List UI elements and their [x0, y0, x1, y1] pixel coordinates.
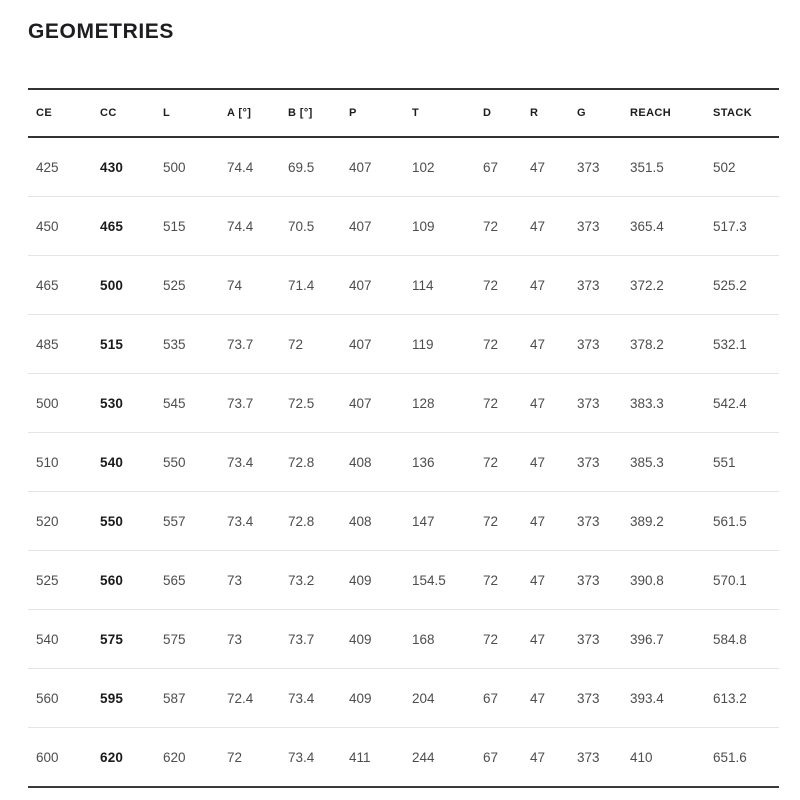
- table-row: [28, 610, 779, 669]
- cell-d: 72: [475, 551, 522, 610]
- cell-stack: 502: [705, 137, 779, 197]
- column-header-l: L: [155, 89, 219, 137]
- cell-p: 407: [341, 374, 404, 433]
- column-header-g: G: [569, 89, 622, 137]
- cell-a: 74.4: [219, 137, 280, 197]
- cell-stack: 532.1: [705, 315, 779, 374]
- cell-a: 73.4: [219, 433, 280, 492]
- cell-ce: 465: [28, 256, 92, 315]
- cell-ce: 485: [28, 315, 92, 374]
- header-row: [28, 89, 779, 137]
- table-row: [28, 551, 779, 610]
- cell-p: 408: [341, 492, 404, 551]
- cell-l: 565: [155, 551, 219, 610]
- cell-g: 373: [569, 610, 622, 669]
- cell-b: 72.5: [280, 374, 341, 433]
- cell-g: 373: [569, 256, 622, 315]
- cell-a: 72: [227, 749, 243, 765]
- cell-reach: 372.2: [622, 256, 705, 315]
- cell-d: 67: [475, 669, 522, 728]
- cell-b: 72: [280, 315, 341, 374]
- cell-reach: 410: [630, 749, 653, 765]
- cell-b: 72.8: [280, 433, 341, 492]
- cell-d: 72: [475, 197, 522, 256]
- cell-b: 69.5: [280, 137, 341, 197]
- cell-t: 119: [404, 315, 475, 374]
- cell-cc: 595: [92, 669, 155, 728]
- cell-reach: 393.4: [622, 669, 705, 728]
- cell-reach: 385.3: [622, 433, 705, 492]
- cell-r: 47: [530, 749, 546, 765]
- cell-g: 373: [569, 433, 622, 492]
- cell-t: 128: [404, 374, 475, 433]
- cell-g: 373: [569, 551, 622, 610]
- cell-r: 47: [522, 492, 569, 551]
- cell-r: 47: [522, 256, 569, 315]
- column-header-t: T: [404, 89, 475, 137]
- cell-r: 47: [522, 669, 569, 728]
- cell-cc: 540: [92, 433, 155, 492]
- cell-ce: 425: [28, 137, 92, 197]
- cell-r: 47: [522, 137, 569, 197]
- cell-stack: 542.4: [705, 374, 779, 433]
- cell-reach: 396.7: [622, 610, 705, 669]
- cell-t: 114: [404, 256, 475, 315]
- table-row: [28, 256, 779, 315]
- cell-d: 72: [475, 374, 522, 433]
- cell-t: 109: [404, 197, 475, 256]
- cell-cc: 550: [92, 492, 155, 551]
- column-header-r: R: [522, 89, 569, 137]
- cell-t: 154.5: [404, 551, 475, 610]
- cell-t: 102: [404, 137, 475, 197]
- cell-stack: 561.5: [705, 492, 779, 551]
- cell-ce: 525: [28, 551, 92, 610]
- cell-l: 535: [155, 315, 219, 374]
- cell-reach: 390.8: [622, 551, 705, 610]
- cell-l: 500: [155, 137, 219, 197]
- cell-a: 73.4: [219, 492, 280, 551]
- table-row: [28, 137, 779, 197]
- cell-b: 73.2: [280, 551, 341, 610]
- cell-ce: 520: [28, 492, 92, 551]
- cell-d: 72: [475, 492, 522, 551]
- cell-b: 73.7: [280, 610, 341, 669]
- table-row: [28, 197, 779, 256]
- table-row: [28, 728, 779, 788]
- cell-stack: 517.3: [705, 197, 779, 256]
- table-row: [28, 669, 779, 728]
- cell-l: 545: [155, 374, 219, 433]
- cell-t: 136: [404, 433, 475, 492]
- cell-r: 47: [522, 610, 569, 669]
- cell-g: 373: [569, 492, 622, 551]
- cell-reach: 389.2: [622, 492, 705, 551]
- cell-cc: 575: [92, 610, 155, 669]
- table-row: [28, 315, 779, 374]
- cell-stack: 651.6: [713, 749, 747, 765]
- cell-g: 373: [577, 749, 600, 765]
- cell-ce: 540: [28, 610, 92, 669]
- cell-r: 47: [522, 551, 569, 610]
- cell-reach: 383.3: [622, 374, 705, 433]
- cell-stack: 525.2: [705, 256, 779, 315]
- cell-reach: 351.5: [622, 137, 705, 197]
- cell-d: 72: [475, 433, 522, 492]
- cell-p: 409: [341, 551, 404, 610]
- cell-cc: 560: [92, 551, 155, 610]
- cell-ce: 600: [36, 749, 59, 765]
- cell-l: 515: [155, 197, 219, 256]
- cell-l: 557: [155, 492, 219, 551]
- cell-a: 74: [219, 256, 280, 315]
- cell-a: 72.4: [219, 669, 280, 728]
- cell-ce: 510: [28, 433, 92, 492]
- column-header-reach: REACH: [622, 89, 705, 137]
- table-row: [28, 433, 779, 492]
- cell-g: 373: [569, 374, 622, 433]
- cell-r: 47: [522, 197, 569, 256]
- cell-cc: 500: [92, 256, 155, 315]
- cell-reach: 365.4: [622, 197, 705, 256]
- cell-b: 73.4: [288, 749, 315, 765]
- cell-p: 411: [349, 749, 371, 765]
- cell-stack: 551: [705, 433, 779, 492]
- cell-r: 47: [522, 433, 569, 492]
- cell-d: 67: [475, 137, 522, 197]
- cell-r: 47: [522, 315, 569, 374]
- column-header-stack: STACK: [705, 89, 779, 137]
- cell-g: 373: [569, 669, 622, 728]
- column-header-a: A [°]: [219, 89, 280, 137]
- cell-t: 168: [404, 610, 475, 669]
- cell-p: 407: [341, 315, 404, 374]
- cell-ce: 450: [28, 197, 92, 256]
- cell-l: 620: [163, 749, 186, 765]
- cell-b: 71.4: [280, 256, 341, 315]
- column-header-d: D: [475, 89, 522, 137]
- table-row: [28, 492, 779, 551]
- cell-g: 373: [569, 315, 622, 374]
- cell-d: 67: [483, 749, 499, 765]
- cell-a: 73.7: [219, 374, 280, 433]
- cell-a: 73.7: [219, 315, 280, 374]
- cell-b: 70.5: [280, 197, 341, 256]
- cell-p: 407: [341, 137, 404, 197]
- cell-p: 407: [341, 197, 404, 256]
- cell-l: 575: [155, 610, 219, 669]
- cell-cc: 430: [92, 137, 155, 197]
- cell-p: 409: [341, 610, 404, 669]
- table-header: [28, 89, 779, 137]
- cell-p: 408: [341, 433, 404, 492]
- cell-d: 72: [475, 315, 522, 374]
- cell-t: 147: [404, 492, 475, 551]
- cell-a: 73: [219, 610, 280, 669]
- cell-stack: 570.1: [705, 551, 779, 610]
- column-header-b: B [°]: [280, 89, 341, 137]
- cell-p: 409: [341, 669, 404, 728]
- cell-cc: 465: [92, 197, 155, 256]
- cell-p: 407: [341, 256, 404, 315]
- cell-t: 244: [412, 749, 435, 765]
- cell-g: 373: [569, 137, 622, 197]
- cell-cc: 515: [92, 315, 155, 374]
- cell-ce: 500: [28, 374, 92, 433]
- column-header-cc: CC: [92, 89, 155, 137]
- cell-l: 525: [155, 256, 219, 315]
- cell-a: 73: [219, 551, 280, 610]
- cell-g: 373: [569, 197, 622, 256]
- cell-r: 47: [522, 374, 569, 433]
- cell-b: 72.8: [280, 492, 341, 551]
- cell-a: 74.4: [219, 197, 280, 256]
- cell-cc: 530: [92, 374, 155, 433]
- cell-d: 72: [475, 610, 522, 669]
- cell-l: 587: [155, 669, 219, 728]
- cell-stack: 613.2: [705, 669, 779, 728]
- table-body: [28, 137, 779, 787]
- cell-d: 72: [475, 256, 522, 315]
- column-header-ce: CE: [28, 89, 92, 137]
- cell-l: 550: [155, 433, 219, 492]
- cell-ce: 560: [28, 669, 92, 728]
- cell-reach: 378.2: [622, 315, 705, 374]
- cell-cc: 620: [100, 749, 124, 765]
- page-title: GEOMETRIES: [28, 20, 175, 43]
- cell-b: 73.4: [280, 669, 341, 728]
- geometry-table: [28, 88, 779, 788]
- column-header-p: P: [341, 89, 404, 137]
- cell-stack: 584.8: [705, 610, 779, 669]
- table-row: [28, 374, 779, 433]
- cell-t: 204: [404, 669, 475, 728]
